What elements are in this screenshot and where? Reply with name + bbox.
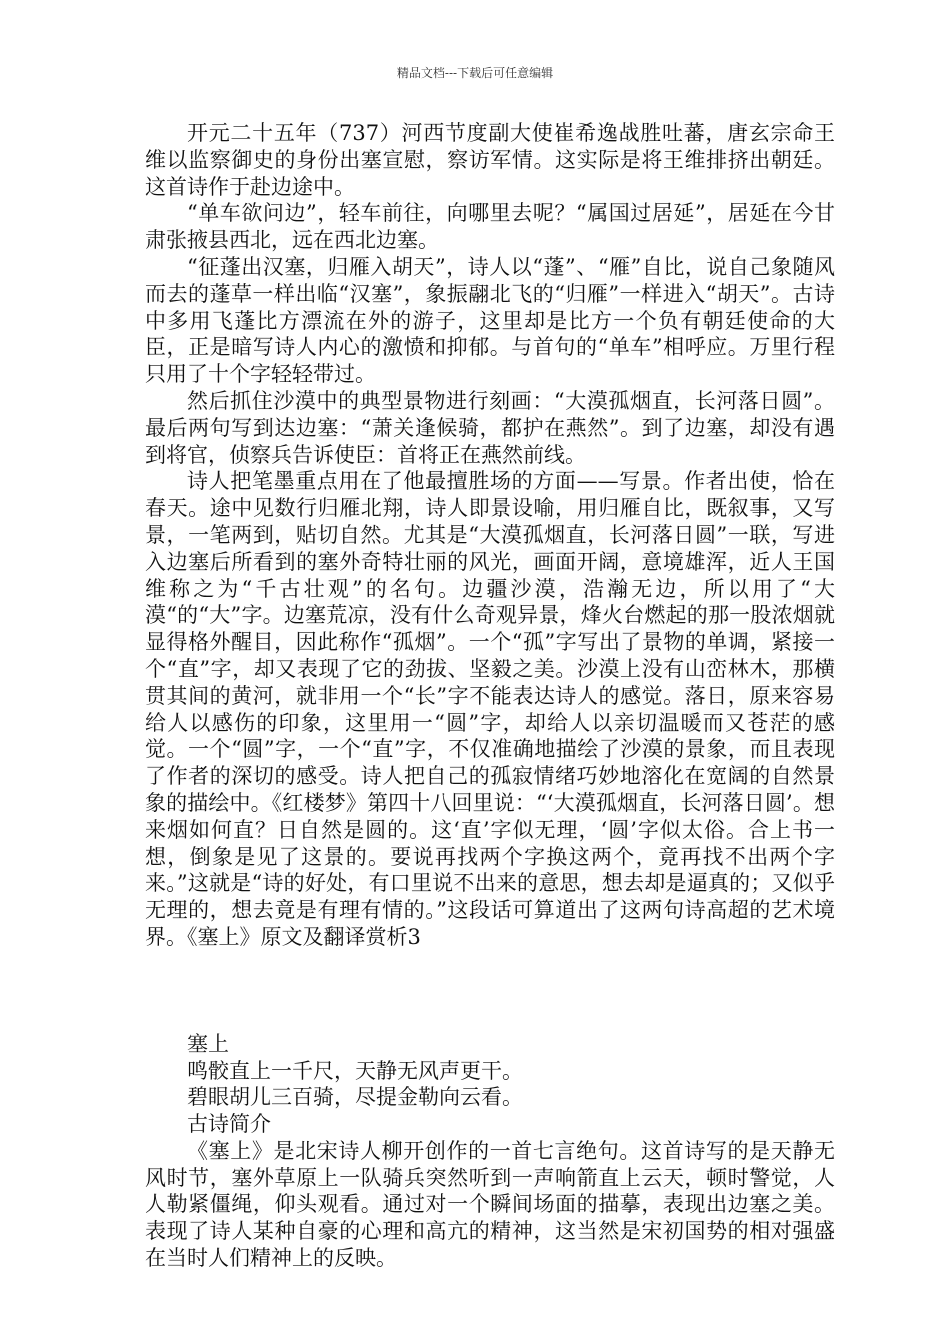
paragraph-background: 开元二十五年（737）河西节度副大使崔希逸战胜吐蕃，唐玄宗命王维以监察御史的身份出塞宣慰，察访军情。这实际是将王维排挤出朝廷。这首诗作于赴边途中。 bbox=[145, 121, 835, 199]
paragraph-tumbleweed: “征蓬出汉塞，归雁入胡天”，诗人以“蓬”、“雁”自比，说自己象随风而去的蓬草一样出临“汉塞”，象振翮北飞的“归雁”一样进入“胡天”。古诗中多用飞蓬比方漂流在外的游子，这里却是比方一个负有朝廷使命的大臣，正是暗写诗人内心的激愤和抑郁。与首句的“单车”相呼应。万里行程只用了十个字轻轻带过。 bbox=[145, 254, 835, 387]
paragraph-desert-scene: 然后抓住沙漠中的典型景物进行刻画：“大漠孤烟直，长河落日圆”。最后两句写到达边塞：“萧关逢候骑，都护在燕然”。到了边塞，却没有遇到将官，侦察兵告诉使臣：首将正在燕然前线。 bbox=[145, 388, 835, 467]
poem-title: 塞上 bbox=[187, 1031, 229, 1056]
poem-line-1: 鸣骹直上一千尺，天静无风声更干。 bbox=[187, 1058, 523, 1083]
paragraph-scenery-analysis: 诗人把笔墨重点用在了他最擅胜场的方面——写景。作者出使，恰在春天。途中见数行归雁北翔，诗人即景设喻，用归雁自比，既叙事，又写景，一笔两到，贴切自然。尤其是“大漠孤烟直，长河落日圆”一联，写进入边塞后所看到的塞外奇特壮丽的风光，画面开阔，意境雄浑，近人王国维称之为“千古壮观”的名句。边疆沙漠，浩瀚无边，所以用了“大漠“的“大”字。边塞荒凉，没有什么奇观异景，烽火台燃起的那一股浓烟就显得格外醒目，因此称作“孤烟”。一个“孤”字写出了景物的单调，紧接一个“直”字，却又表现了它的劲拔、坚毅之美。沙漠上没有山峦林木，那横贯其间的黄河，就非用一个“长”字不能表达诗人的感觉。落日，原来容易给人以感伤的印象，这里用一“圆”字，却给人以亲切温暖而又苍茫的感觉。一个“圆”字，一个“直”字，不仅准确地描绘了沙漠的景象，而且表现了作者的深切的感受。诗人把自己的孤寂情绪巧妙地溶化在宽阔的自然景象的描绘中。《红楼梦》第四十八回里说：“‘大漠孤烟直，长河落日圆’。想来烟如何直？日自然是圆的。这‘直’字似无理，‘圆’字似太俗。合上书一想，倒象是见了这景的。要说再找两个字换这两个，竟再找不出两个字来。”这就是“诗的好处，有口里说不出来的意思，想去却是逼真的；又似乎无理的，想去竟是有理有情的。”这段话可算道出了这两句诗高超的艺术境界。《塞上》原文及翻译赏析3 bbox=[145, 469, 835, 949]
document-body bbox=[145, 120, 835, 1272]
paragraph-single-cart: “单车欲问边”，轻车前往，向哪里去呢？“属国过居延”，居延在今甘肃张掖县西北，远在西北边塞。 bbox=[145, 201, 835, 253]
section-gap bbox=[145, 951, 835, 1031]
page-header: 精品文档---下载后可任意编辑 bbox=[396, 66, 554, 80]
intro-paragraph: 《塞上》是北宋诗人柳开创作的一首七言绝句。这首诗写的是天静无风时节，塞外草原上一队骑兵突然听到一声响箭直上云天，顿时警觉，人人勒紧僵绳，仰头观看。通过对一个瞬间场面的描摹，表现出边塞之美。表现了诗人某种自豪的心理和高亢的精神，这当然是宋初国势的相对强盛在当时人们精神上的反映。 bbox=[145, 1138, 835, 1271]
intro-heading: 古诗简介 bbox=[187, 1112, 271, 1137]
poem-line-2: 碧眼胡儿三百骑，尽提金勒向云看。 bbox=[187, 1085, 523, 1110]
